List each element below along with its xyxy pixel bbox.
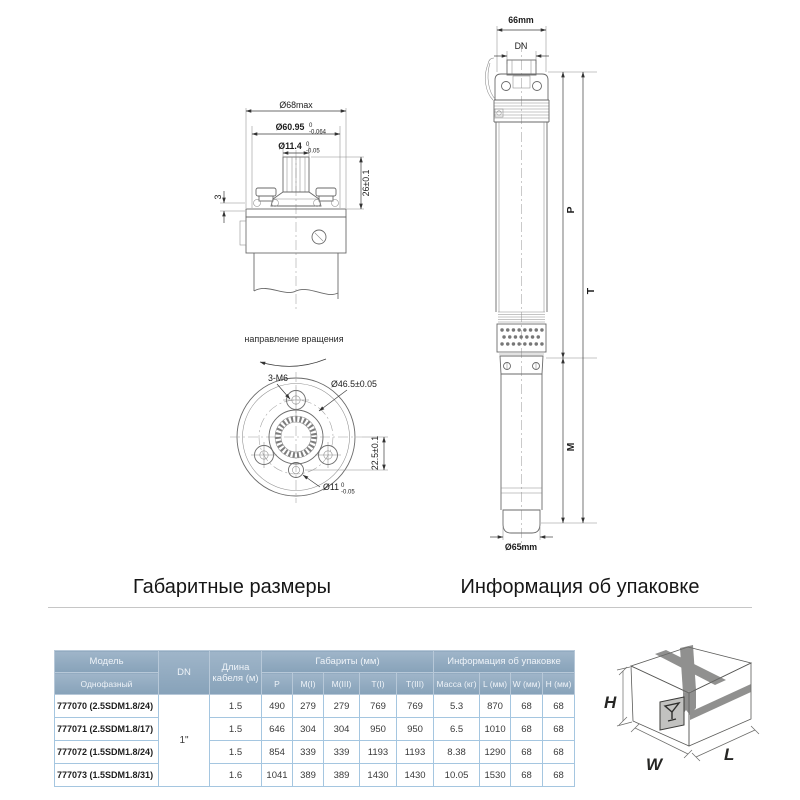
bolt-hole-top xyxy=(283,387,309,413)
cell-ti: 1193 xyxy=(360,741,397,764)
cell-miii: 304 xyxy=(324,718,360,741)
dim-body-dia-sub: -0.064 xyxy=(309,129,327,136)
cell-h: 68 xyxy=(543,764,575,787)
cell-p: 1041 xyxy=(262,764,293,787)
packaging-box-illustration xyxy=(600,640,795,798)
bolt-hole-left xyxy=(251,442,277,468)
fragile-glass-icon xyxy=(660,697,684,730)
cell-mi: 339 xyxy=(293,741,324,764)
cell-miii: 389 xyxy=(324,764,360,787)
cell-w: 68 xyxy=(511,695,543,718)
cell-h: 68 xyxy=(543,718,575,741)
cell-mass: 5.3 xyxy=(434,695,480,718)
cell-mass: 8.38 xyxy=(434,741,480,764)
header-cable: Длина кабеля (м) xyxy=(210,651,262,695)
dim-shaft-dia-sub: -0.05 xyxy=(306,148,320,155)
cell-p: 854 xyxy=(262,741,293,764)
header-model: Модель xyxy=(55,651,159,673)
cell-l: 1530 xyxy=(480,764,511,787)
dim-body-dia-label: Ø60.95 xyxy=(275,122,305,132)
cell-mi: 389 xyxy=(293,764,324,787)
header-col-mi: M(I) xyxy=(293,673,324,695)
packaging-section-title: Информация об упаковке xyxy=(460,576,700,598)
cell-p: 646 xyxy=(262,718,293,741)
dimensions-section-title: Габаритные размеры xyxy=(132,576,332,598)
header-col-w: W (мм) xyxy=(511,673,543,695)
table-row xyxy=(55,764,575,787)
box-w-label: W xyxy=(646,755,663,774)
dim-body-dia-sup: 0 xyxy=(309,123,313,129)
header-col-mass: Масса (кг) xyxy=(434,673,480,695)
pump-bottom-dia-label: Ø65mm xyxy=(504,542,538,552)
cell-miii: 279 xyxy=(324,695,360,718)
cell-w: 68 xyxy=(511,741,543,764)
flange-rotation-view xyxy=(230,334,388,503)
cell-mass: 10.05 xyxy=(434,764,480,787)
cell-model: 777072 (1.5SDM1.8/24) xyxy=(55,741,159,764)
header-dims-group: Габариты (мм) xyxy=(262,651,434,673)
dim-p-label: P xyxy=(565,206,577,214)
header-phase: Однофазный xyxy=(55,673,159,695)
bolt-pattern-label: 3-M6 xyxy=(267,373,288,383)
bolt-hole-right xyxy=(315,442,341,468)
cell-tiii: 1430 xyxy=(397,764,434,787)
header-col-p: P xyxy=(262,673,293,695)
cell-ti: 1430 xyxy=(360,764,397,787)
cell-ti: 769 xyxy=(360,695,397,718)
header-col-miii: M(III) xyxy=(324,673,360,695)
table-row xyxy=(55,695,575,718)
cell-tiii: 769 xyxy=(397,695,434,718)
pump-overall-view xyxy=(485,15,597,552)
hole-dia-label: Ø11 xyxy=(323,482,339,492)
cell-h: 68 xyxy=(543,695,575,718)
cell-cable: 1.6 xyxy=(210,764,262,787)
cell-h: 68 xyxy=(543,741,575,764)
cell-dn: 1" xyxy=(159,695,210,787)
cell-model: 777070 (2.5SDM1.8/24) xyxy=(55,695,159,718)
cell-w: 68 xyxy=(511,718,543,741)
cell-l: 1010 xyxy=(480,718,511,741)
pump-width-label: 66mm xyxy=(508,15,534,25)
cell-w: 68 xyxy=(511,764,543,787)
cell-l: 1290 xyxy=(480,741,511,764)
section-divider xyxy=(48,607,752,608)
cell-p: 490 xyxy=(262,695,293,718)
cell-tiii: 1193 xyxy=(397,741,434,764)
box-h-label: H xyxy=(604,693,617,712)
dim-shaft-height-label: 26±0.1 xyxy=(361,169,371,197)
header-col-h: H (мм) xyxy=(543,673,575,695)
cell-miii: 339 xyxy=(324,741,360,764)
dim-m-label: M xyxy=(565,442,577,452)
hole-dia-sub: -0.05 xyxy=(341,489,355,496)
spec-table xyxy=(54,650,575,787)
dim-outer-dia-label: Ø68max xyxy=(279,100,313,110)
rotation-direction-arrow xyxy=(260,359,326,366)
table-row xyxy=(55,718,575,741)
hole-dia-sup: 0 xyxy=(341,483,345,489)
cell-mi: 304 xyxy=(293,718,324,741)
dim-plate-offset-label: 3 xyxy=(213,194,223,200)
header-col-l: L (мм) xyxy=(480,673,511,695)
hole-offset-label: 22.5±0.1 xyxy=(370,435,380,471)
rotation-caption: направление вращения xyxy=(244,334,344,344)
motor-side-view xyxy=(213,100,371,312)
cell-tiii: 950 xyxy=(397,718,434,741)
dim-shaft-dia-sup: 0 xyxy=(306,142,310,148)
header-col-tiii: T(III) xyxy=(397,673,434,695)
cell-model: 777071 (2.5SDM1.8/17) xyxy=(55,718,159,741)
header-col-ti: T(I) xyxy=(360,673,397,695)
cell-ti: 950 xyxy=(360,718,397,741)
dim-t-label: T xyxy=(585,287,597,295)
bolt-circle-label: Ø46.5±0.05 xyxy=(331,379,377,389)
header-pack-group: Информация об упаковке xyxy=(434,651,575,673)
pump-dn-label: DN xyxy=(514,41,528,51)
table-row xyxy=(55,741,575,764)
cell-cable: 1.5 xyxy=(210,695,262,718)
cell-mass: 6.5 xyxy=(434,718,480,741)
dim-shaft-dia-label: Ø11.4 xyxy=(278,141,302,151)
cell-cable: 1.5 xyxy=(210,718,262,741)
cell-cable: 1.5 xyxy=(210,741,262,764)
header-dn: DN xyxy=(159,651,210,695)
cell-model: 777073 (1.5SDM1.8/31) xyxy=(55,764,159,787)
cell-l: 870 xyxy=(480,695,511,718)
box-l-label: L xyxy=(724,745,735,764)
cell-mi: 279 xyxy=(293,695,324,718)
